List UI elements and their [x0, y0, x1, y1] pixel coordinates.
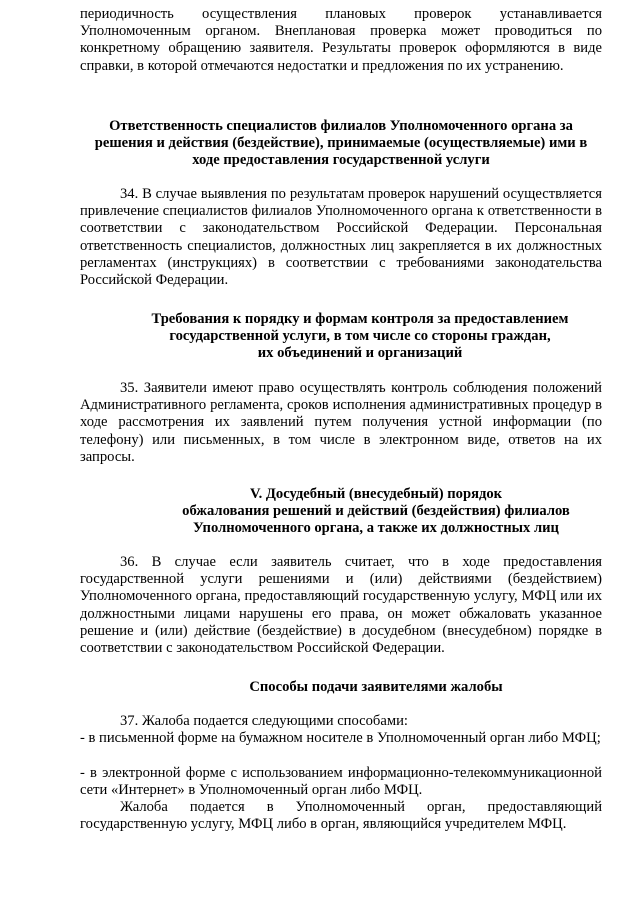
paragraph-37: 37. Жалоба подается следующими способами:	[120, 713, 408, 729]
paragraph-36: 36. В случае если заявитель считает, что в ходе предоставления государственной услуги решениями и (или) действиями (бездействием) Уполномоченного органа, предоставляющий государственную услугу, МФЦ или их должностными лицами нарушены его права, он может обжаловать указанное решение и (или) действие (бездействие) в досудебном (внесудебном) порядке в соответствии с законодательством Российской Федерации.	[80, 554, 602, 657]
heading-line: V. Досудебный (внесудебный) порядок	[249, 486, 503, 502]
heading-line: государственной услуги, в том числе со стороны граждан,	[169, 328, 551, 345]
closing-paragraph: Жалоба подается в Уполномоченный орган, предоставляющий государственную услугу, МФЦ либо в орган, являющийся учредителем МФЦ.	[80, 799, 602, 833]
intro-paragraph: периодичность осуществления плановых проверок устанавливается Уполномоченным органом. Внеплановая проверка может проводиться по конкретному обращению заявителя. Результаты проверок оформляются в виде справки, в которой отмечаются недостатки и предложения по их устранению.	[80, 6, 602, 74]
methods-heading: Способы подачи заявителями жалобы	[249, 679, 503, 695]
control-heading	[80, 311, 602, 363]
paragraph-35: 35. Заявители имеют право осуществлять контроль соблюдения положений Административного регламента, сроков исполнения административных процедур в ходе рассмотрения их заявлений путем получения устной информации (по телефону) или письменных, в том числе в электронном виде, ответов на их запросы.	[80, 380, 602, 465]
heading-line: решения и действия (бездействие), принимаемые (осуществляемые) ими в	[94, 135, 588, 152]
heading-line: обжалования решений и действий (бездействия) филиалов	[182, 503, 570, 520]
heading-line: ходе предоставления государственной услуги	[192, 152, 490, 169]
paragraph-34: 34. В случае выявления по результатам проверок нарушений осуществляется привлечение специалистов филиалов Уполномоченного органа к ответственности в соответствии с законодательством Российской Федерации. Персональная ответственность специалистов, должностных лиц закрепляется в их должностных регламентах (инструкциях) в соответствии с требованиями законодательства Российской Федерации.	[80, 186, 602, 289]
list-item: - в электронной форме с использованием информационно-телекоммуникационной сети «Интернет» в Уполномоченный орган либо МФЦ.	[80, 765, 602, 799]
heading-line: Уполномоченного органа, а также их должностных лиц	[193, 520, 559, 537]
heading-line: Требования к порядку и формам контроля за предоставлением	[151, 311, 569, 327]
heading-line: их объединений и организаций	[257, 345, 463, 362]
list-item: - в письменной форме на бумажном носителе в Уполномоченный орган либо МФЦ;	[80, 730, 601, 746]
responsibility-heading	[80, 118, 602, 170]
appeal-heading	[80, 486, 602, 538]
heading-line: Ответственность специалистов филиалов Уполномоченного органа за	[109, 118, 573, 134]
